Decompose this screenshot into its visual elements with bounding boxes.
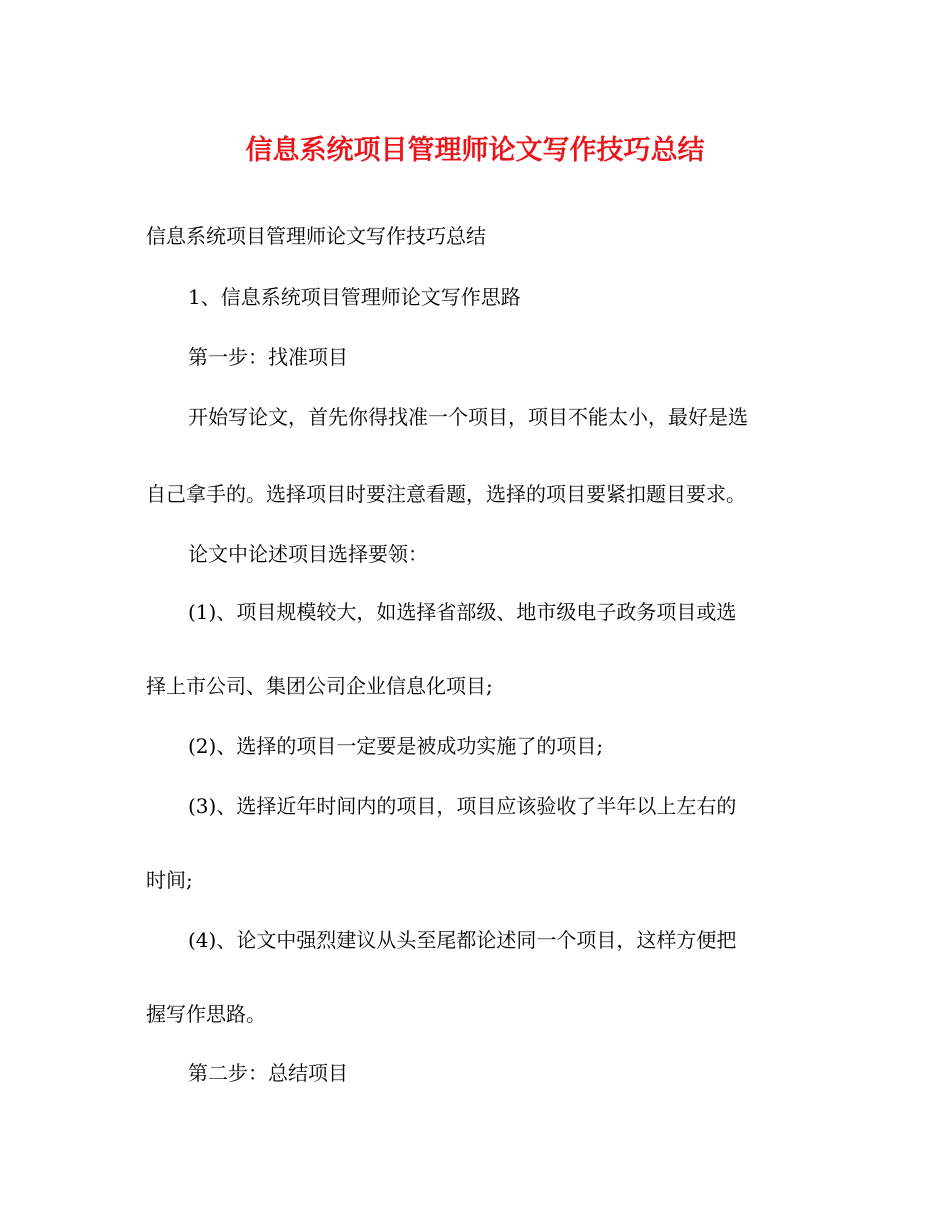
list-item-continuation: 握写作思路。 (146, 1002, 266, 1026)
paragraph-line: 信息系统项目管理师论文写作技巧总结 (146, 224, 486, 248)
list-item: (3)、选择近年时间内的项目，项目应该验收了半年以上左右的 (188, 794, 737, 818)
paragraph-line: 论文中论述项目选择要领： (188, 542, 428, 566)
list-item-continuation: 时间; (146, 868, 193, 892)
paragraph-line: 开始写论文，首先你得找准一个项目，项目不能太小，最好是选 (188, 405, 748, 429)
step-heading: 第二步：总结项目 (188, 1061, 348, 1085)
list-item: (4)、论文中强烈建议从头至尾都论述同一个项目，这样方便把 (188, 928, 737, 952)
list-item: (2)、选择的项目一定要是被成功实施了的项目; (188, 734, 604, 758)
section-heading: 1、信息系统项目管理师论文写作思路 (188, 285, 521, 309)
list-item: (1)、项目规模较大，如选择省部级、地市级电子政务项目或选 (188, 600, 737, 624)
step-heading: 第一步：找准项目 (188, 345, 348, 369)
list-item-continuation: 择上市公司、集团公司企业信息化项目; (146, 674, 493, 698)
document-title: 信息系统项目管理师论文写作技巧总结 (245, 135, 705, 166)
paragraph-line: 自己拿手的。选择项目时要注意看题，选择的项目要紧扣题目要求。 (146, 482, 746, 506)
